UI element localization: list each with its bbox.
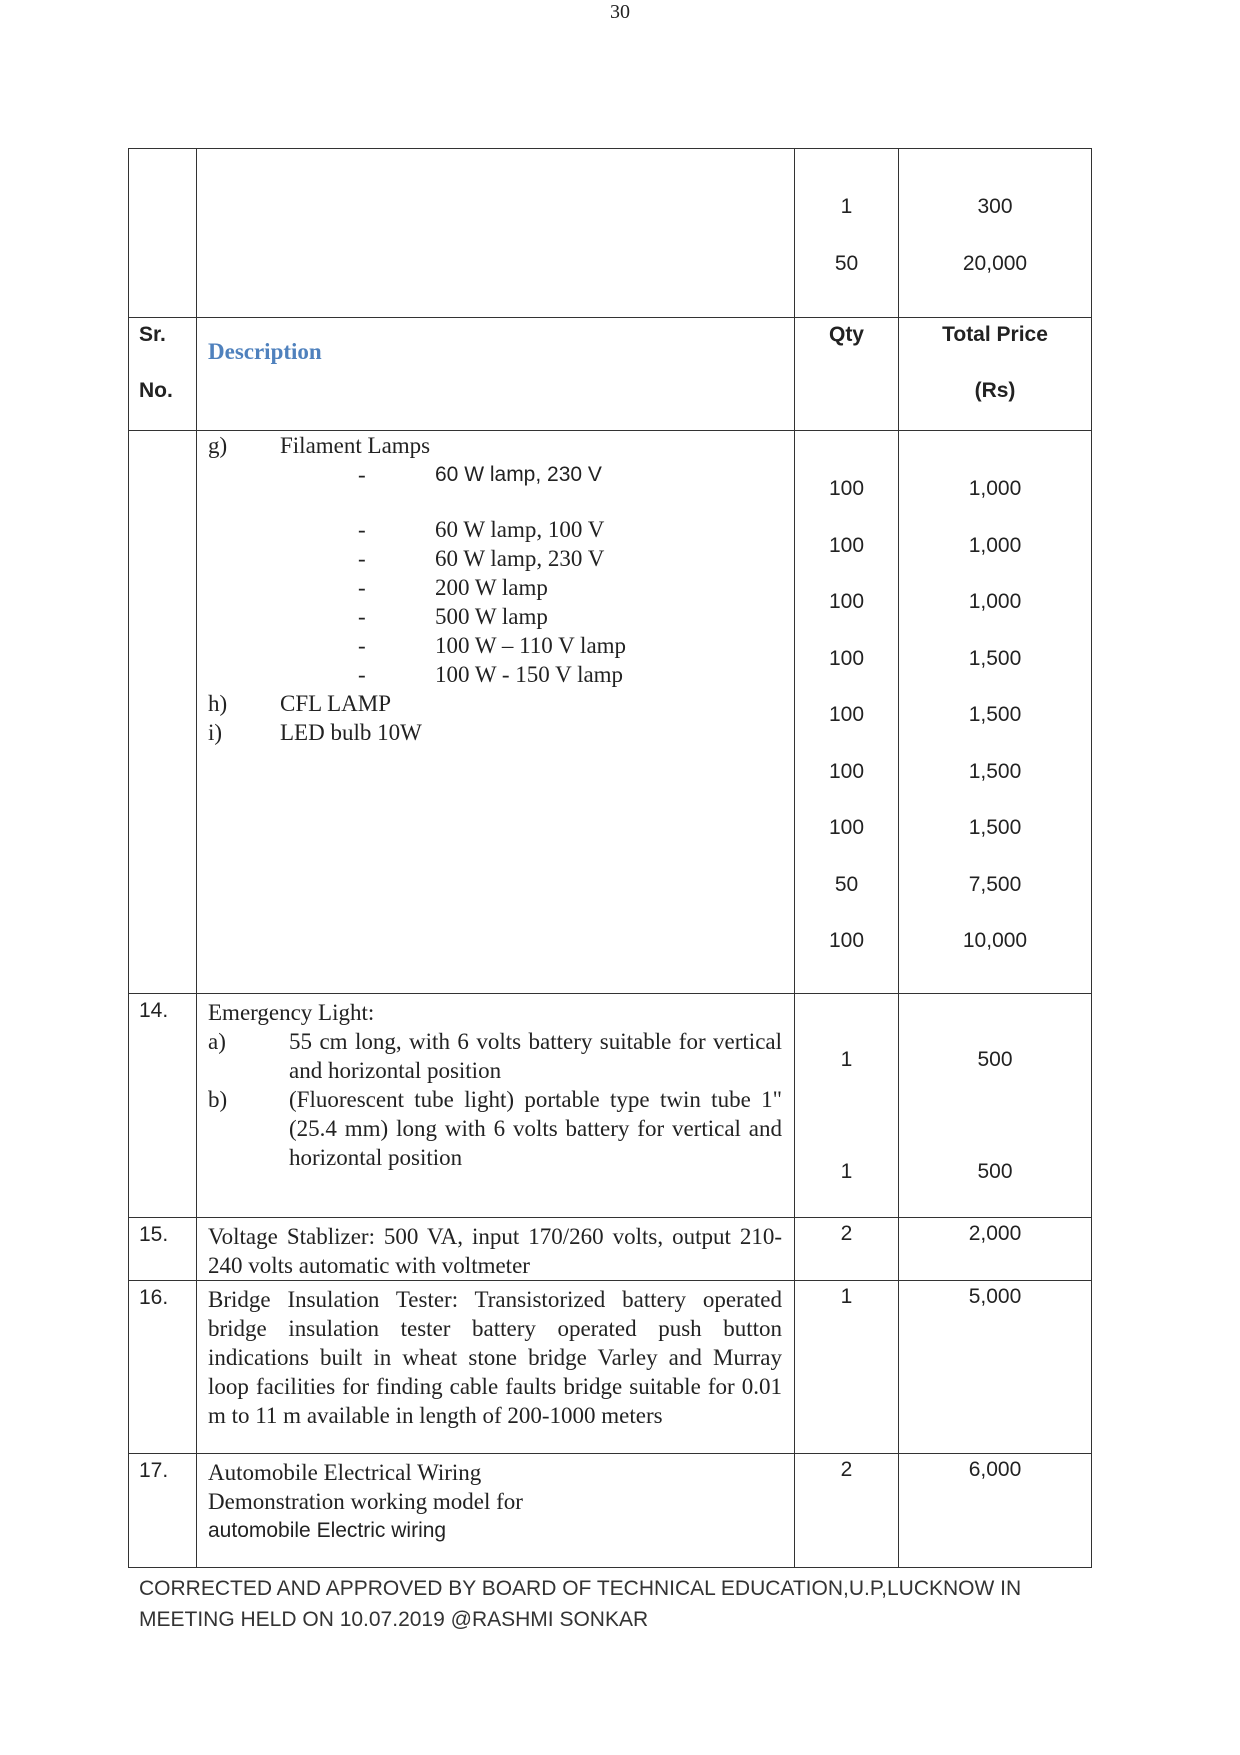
price-cell: 1,500	[968, 646, 1022, 670]
item-description: Bridge Insulation Tester: Transistorized battery operated bridge insulation tester battery operated push button indications built in wheat stone bridge Varley and Murray loop facilities for finding cable faults bridge suitable for 0.01 m to 11 m available in length of 200-1000 meters	[208, 1287, 782, 1428]
qty-cell: 2	[840, 1222, 853, 1245]
qty-cell: 100	[828, 759, 865, 783]
price-cell: 5,000	[968, 1285, 1022, 1308]
header-description: Description	[208, 339, 322, 364]
qty-cell: 100	[828, 816, 865, 839]
sr-number: 15.	[139, 1223, 169, 1246]
price-cell: 1,000	[968, 590, 1022, 613]
header-no: No.	[139, 379, 173, 402]
item-description: Automobile Electrical Wiring Demonstration working model for	[208, 1460, 523, 1514]
qty-cell: 100	[828, 477, 865, 500]
price-cell: 500	[977, 1160, 1013, 1183]
price-cell: 1,500	[968, 759, 1022, 783]
price-cell: 1,500	[968, 816, 1022, 839]
header-qty: Qty	[828, 323, 864, 346]
qty-cell: 100	[828, 703, 865, 726]
table-row	[129, 1454, 1092, 1568]
table-row	[129, 994, 1092, 1218]
list-item: - 100 W - 150 V lamp	[358, 662, 624, 687]
list-item: - 60 W lamp, 100 V	[358, 517, 605, 542]
price-cell: 7,500	[968, 872, 1022, 896]
price-cell: 10,000	[962, 929, 1028, 952]
table-row	[129, 1281, 1092, 1454]
qty-cell: 100	[828, 590, 865, 613]
list-item: g) Filament Lamps	[208, 433, 431, 458]
list-item: a) 55 cm long, with 6 volts battery suitable for vertical and horizontal position	[208, 1029, 782, 1083]
price-cell: 6,000	[968, 1458, 1022, 1481]
qty-cell: 100	[828, 929, 865, 952]
page-number: 30	[610, 1, 630, 23]
qty-cell: 1	[840, 1285, 853, 1308]
footer-line: MEETING HELD ON 10.07.2019 @RASHMI SONKAR	[139, 1608, 649, 1631]
item-title: Emergency Light:	[208, 1000, 375, 1025]
header-sr: Sr.	[139, 323, 166, 346]
item-description-continued: automobile Electric wiring	[208, 1519, 447, 1542]
qty-cell: 100	[828, 646, 865, 670]
price-cell: 300	[977, 195, 1013, 218]
price-cell: 500	[977, 1048, 1013, 1071]
equipment-table	[128, 148, 1092, 1568]
header-total-price: Total Price	[942, 323, 1048, 346]
qty-cell: 2	[840, 1458, 853, 1481]
list-item: b) (Fluorescent tube light) portable type twin tube 1"(25.4 mm) long with 6 volts battery for vertical and horizontal position	[208, 1087, 782, 1170]
price-cell: 1,500	[968, 703, 1022, 726]
price-cell: 1,000	[968, 477, 1022, 500]
approval-footer	[139, 1573, 1039, 1635]
sr-number: 16.	[139, 1286, 169, 1309]
qty-cell: 1	[840, 195, 853, 218]
table-row	[129, 149, 1092, 318]
table-row	[129, 1218, 1092, 1281]
qty-cell: 50	[834, 872, 859, 896]
header-rs: (Rs)	[974, 379, 1016, 402]
qty-cell: 50	[834, 251, 859, 275]
price-cell: 2,000	[968, 1222, 1022, 1245]
table-row	[129, 431, 1092, 994]
price-cell: 20,000	[962, 251, 1028, 275]
list-item: h) CFL LAMP	[208, 691, 391, 716]
footer-line: CORRECTED AND APPROVED BY BOARD OF TECHNICAL EDUCATION,U.P,LUCKNOW IN	[139, 1577, 1022, 1600]
sr-number: 17.	[139, 1459, 169, 1482]
list-item: - 100 W – 110 V lamp	[358, 633, 627, 658]
list-item: - 200 W lamp	[358, 575, 548, 600]
list-item: - 60 W lamp, 230 V	[358, 546, 605, 571]
item-description: Voltage Stablizer: 500 VA, input 170/260 volts, output 210- 240 volts automatic with voltmeter	[208, 1224, 782, 1278]
table-header-row	[129, 318, 1092, 431]
sr-number: 14.	[139, 999, 169, 1022]
qty-cell: 100	[828, 533, 865, 557]
list-item: - 60 W lamp, 230 V	[358, 462, 602, 487]
qty-cell: 1	[840, 1048, 853, 1071]
price-cell: 1,000	[968, 533, 1022, 557]
list-item: i) LED bulb 10W	[208, 720, 422, 745]
qty-cell: 1	[840, 1160, 853, 1183]
list-item: - 500 W lamp	[358, 604, 548, 629]
